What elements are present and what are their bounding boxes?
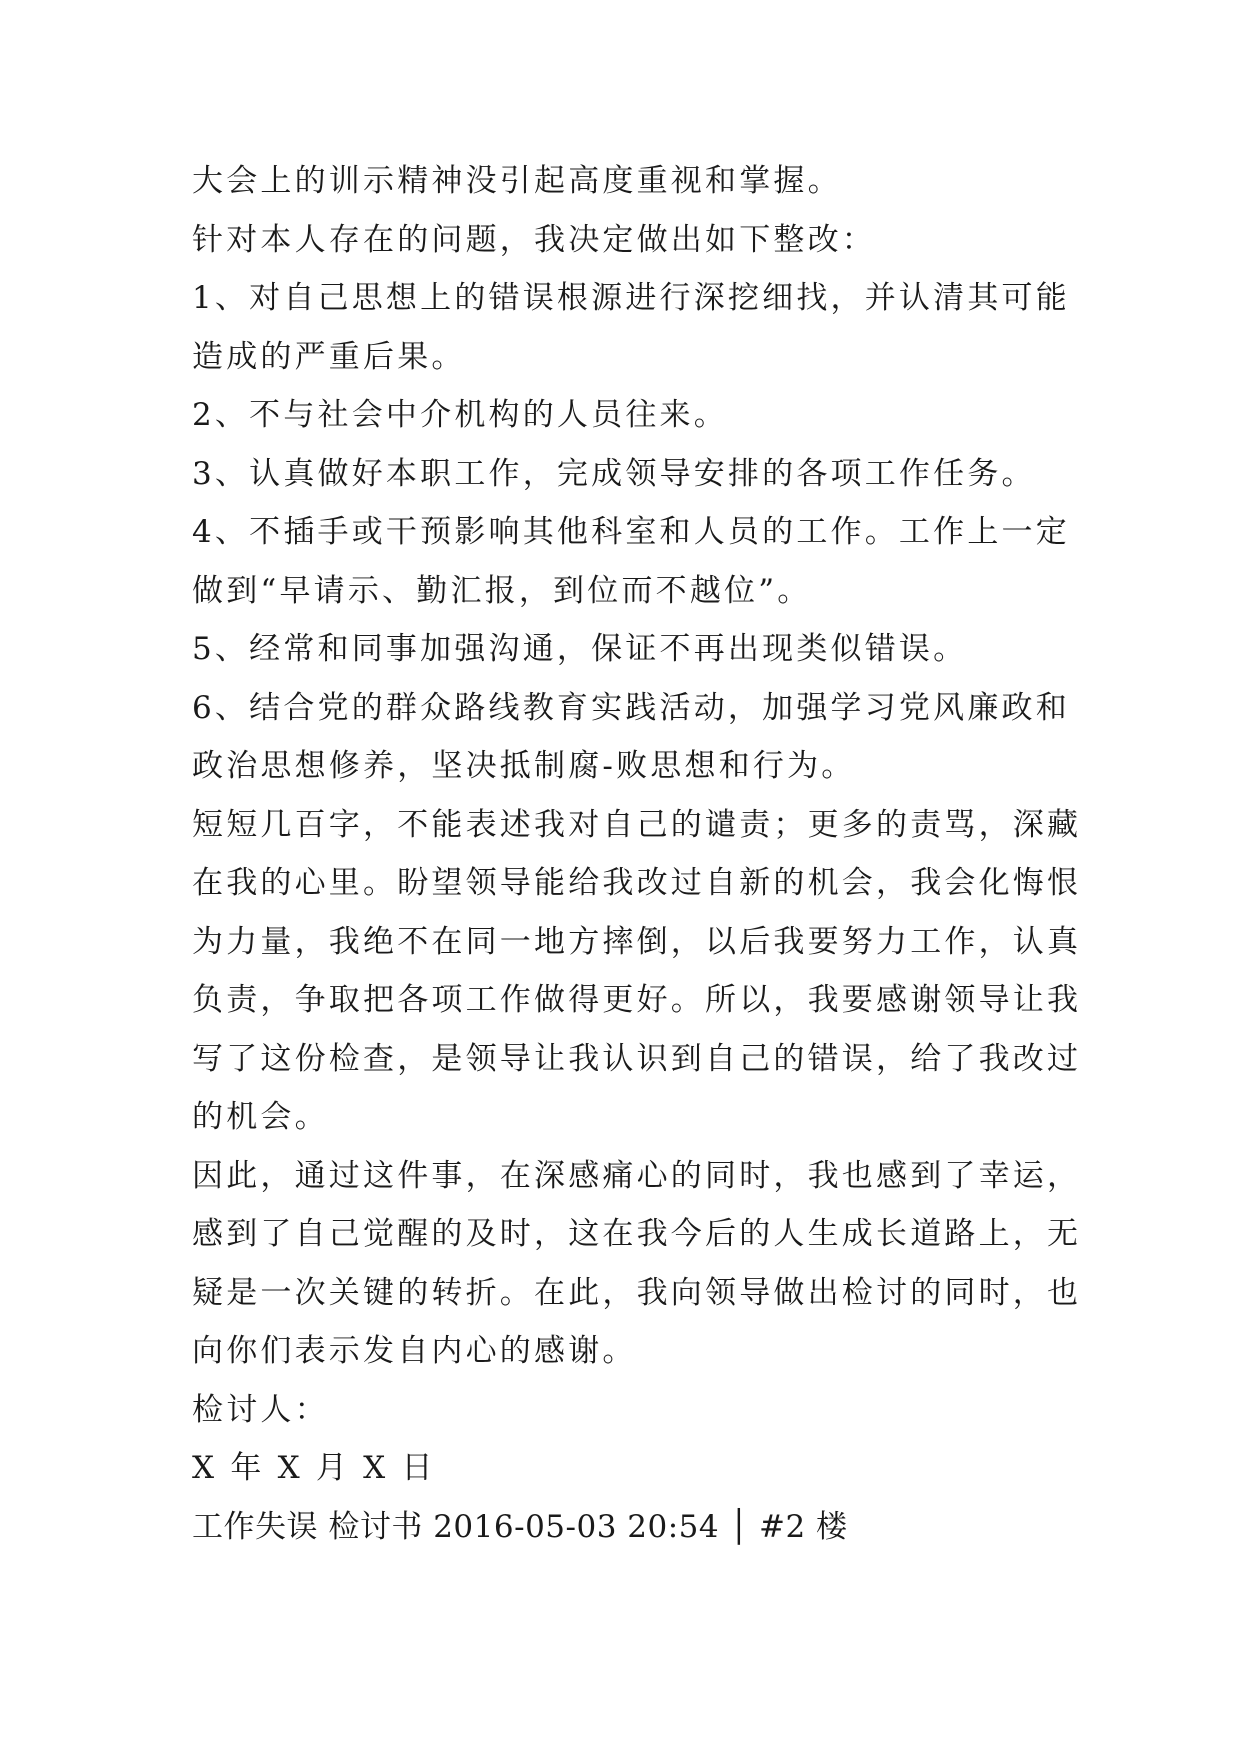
text-line: 造成的严重后果。 [192, 338, 466, 375]
text-line: 2、不与社会中介机构的人员往来。 [192, 397, 728, 433]
post-footer: 工作失误 检讨书 2016-05-03 20:54 │ #2 楼 [192, 1508, 848, 1545]
text-line: 5、经常和同事加强沟通，保证不再出现类似错误。 [192, 631, 968, 667]
text-line: 政治思想修养，坚决抵制腐-败思想和行为。 [192, 748, 856, 784]
text-line: 感到了自己觉醒的及时，这在我今后的人生成长道路上，无 [192, 1216, 1082, 1252]
document-body [192, 152, 1082, 1556]
text-line: 大会上的训示精神没引起高度重视和掌握。 [192, 163, 842, 199]
text-line: 短短几百字，不能表述我对自己的谴责；更多的责骂，深藏 [192, 806, 1082, 843]
text-line: 做到“早请示、勤汇报，到位而不越位”。 [192, 572, 812, 609]
text-line: 在我的心里。盼望领导能给我改过自新的机会，我会化悔恨 [192, 865, 1082, 901]
text-line: 3、认真做好本职工作，完成领导安排的各项工作任务。 [192, 455, 1036, 492]
text-line: 疑是一次关键的转折。在此，我向领导做出检讨的同时，也 [192, 1274, 1082, 1311]
text-line: 因此，通过这件事，在深感痛心的同时，我也感到了幸运， [192, 1157, 1082, 1194]
text-line: 1、对自己思想上的错误根源进行深挖细找，并认清其可能 [192, 280, 1070, 316]
text-line: 为力量，我绝不在同一地方摔倒，以后我要努力工作，认真 [192, 923, 1082, 960]
text-line: 向你们表示发自内心的感谢。 [192, 1333, 637, 1369]
text-line: 的机会。 [192, 1099, 329, 1135]
text-line: 写了这份检查，是领导让我认识到自己的错误，给了我改过 [192, 1040, 1082, 1077]
date-line: X 年 X 月 X 日 [192, 1450, 436, 1486]
text-line: 负责，争取把各项工作做得更好。所以，我要感谢领导让我 [192, 982, 1082, 1018]
signature-label: 检讨人： [192, 1391, 329, 1428]
text-line: 4、不插手或干预影响其他科室和人员的工作。工作上一定 [192, 514, 1070, 550]
text-line: 6、结合党的群众路线教育实践活动，加强学习党风廉政和 [192, 689, 1070, 726]
text-line: 针对本人存在的问题，我决定做出如下整改： [192, 221, 876, 258]
